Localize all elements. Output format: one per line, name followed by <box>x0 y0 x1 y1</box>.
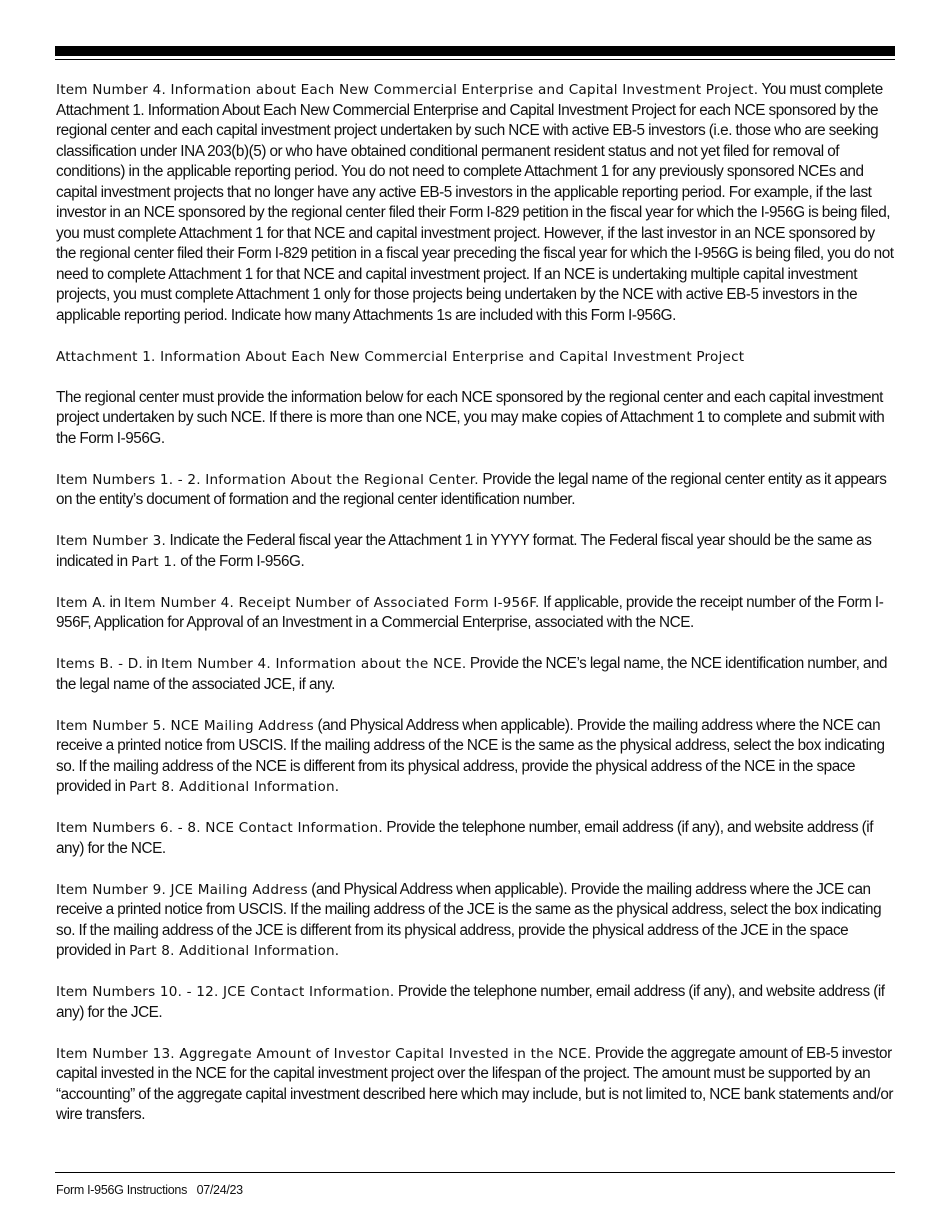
header-thick-rule <box>55 46 895 56</box>
footer-date: 07/24/23 <box>196 1183 243 1197</box>
item-6-8-text: Provide the telephone number, email address (if any), and website address (if any) for the NCE. <box>56 819 874 857</box>
item-a-subheading: Item Number 4. Receipt Number of Associated Form I-956F. <box>124 594 540 611</box>
item-4-heading: Item Number 4. Information about Each New Commercial Enterprise and Capital Investment Project. <box>56 82 759 98</box>
items-b-d-heading: Items B. - D. <box>56 656 143 672</box>
item-6-8-paragraph <box>56 818 894 859</box>
item-3-text: Indicate the Federal fiscal year the Attachment 1 in YYYY format. The Federal fiscal year should be the same as indicated in <box>56 532 872 570</box>
item-a-connector: in <box>106 593 125 611</box>
attachment-1-title: Attachment 1. Information About Each New Commercial Enterprise and Capital Investment Project <box>56 348 745 365</box>
item-1-2-text: Provide the legal name of the regional center entity as it appears on the entity’s document of formation and the regional center identification number. <box>56 470 887 508</box>
item-9-part-ref: Part 8. Additional Information <box>129 943 335 959</box>
item-10-12-text: Provide the telephone number, email address (if any), and website address (if any) for the JCE. <box>56 983 885 1021</box>
item-9-text-end: . <box>334 942 339 959</box>
item-a-paragraph <box>56 593 894 634</box>
item-13-paragraph <box>56 1044 894 1126</box>
items-b-d-paragraph <box>56 654 894 695</box>
item-4-paragraph <box>56 80 894 326</box>
item-5-text-end: . <box>334 778 339 795</box>
attachment-1-intro <box>56 388 894 450</box>
item-5-heading: Item Number 5. NCE Mailing Address <box>56 717 314 734</box>
item-5-part-ref: Part 8. Additional Information <box>129 779 335 795</box>
item-13-heading: Item Number 13. Aggregate Amount of Investor Capital Invested in the NCE. <box>56 1045 592 1062</box>
item-10-12-paragraph <box>56 982 894 1023</box>
attachment-1-intro-text: The regional center must provide the information below for each NCE sponsored by the regional center and each capital investment project undertaken by such NCE. If there is more than one NCE, you may make copies of Attachment 1 to complete and submit with the Form I-956G. <box>56 388 885 447</box>
item-4-text: You must complete Attachment 1. Information About Each New Commercial Enterprise and Capital Investment Project for each NCE sponsored by the regional center and each capital investment project undertaken by such NCE with active EB-5 investors (i.e. those who are seeking classification under INA 203(b)(5) or who have obtained conditional permanent resident status and not yet filed for removal of conditions) in the applicable reporting period. You do not need to complete Attachment 1 for any previously sponsored NCEs and capital investment projects that no longer have any active EB-5 investors in the applicable reporting period. For example, if the last investor in an NCE sponsored by the regional center filed their Form I-829 petition in the fiscal year for which the I-956G is being filed, you must complete Attachment 1 for that NCE and capital investment project. However, if the last investor in an NCE sponsored by the regional center filed their Form I-829 petition in a fiscal year preceding the fiscal year for which the I-956G is being filed, you do not need to complete Attachment 1 for that NCE and capital investment project. If an NCE is undertaking multiple capital investment projects, you must complete Attachment 1 only for those projects being undertaken by the NCE with active EB-5 investors in the applicable reporting period. Indicate how many Attachments 1s are included with this Form I-956G. <box>56 81 894 324</box>
item-13-text: Provide the aggregate amount of EB-5 investor capital invested in the NCE for the capital investment project over the lifespan of the project. The amount must be supported by an “accounting” of the aggregate capital investment described here which may include, but is not limited to, NCE bank statements and/or wire transfers. <box>56 1044 894 1123</box>
footer-form-name: Form I-956G Instructions <box>56 1183 188 1197</box>
instructions-body <box>56 80 894 1146</box>
item-a-text: If applicable, provide the receipt number of the Form I-956F, Application for Approval of an Investment in a Commercial Enterprise, associated with the NCE. <box>56 593 884 631</box>
item-a-heading: Item A. <box>56 594 107 611</box>
item-1-2-paragraph <box>56 470 894 511</box>
page-footer <box>56 1183 243 1197</box>
item-3-text-end: of the Form I-956G. <box>176 552 305 570</box>
item-10-12-heading: Item Numbers 10. - 12. JCE Contact Information. <box>56 984 395 1000</box>
item-5-text: (and Physical Address when applicable). Provide the mailing address where the NCE can receive a printed notice from USCIS. If the mailing address of the NCE is the same as the physical address, select the box indicating so. If the mailing address of the NCE is different from its physical address, provide the physical address of the NCE in the space provided in <box>56 716 885 795</box>
items-b-d-text: Provide the NCE’s legal name, the NCE identification number, and the legal name of the associated JCE, if any. <box>56 655 888 693</box>
footer-rule <box>55 1172 895 1173</box>
item-9-heading: Item Number 9. JCE Mailing Address <box>56 881 308 898</box>
items-b-d-connector: in <box>142 655 161 672</box>
header-thin-rule <box>55 59 895 60</box>
item-9-text: (and Physical Address when applicable). Provide the mailing address where the JCE can receive a printed notice from USCIS. If the mailing address of the JCE is the same as the physical address, select the box indicating so. If the mailing address of the JCE is different from its physical address, provide the physical address of the JCE in the space provided in <box>56 880 882 959</box>
item-3-paragraph <box>56 531 894 572</box>
item-9-paragraph <box>56 880 894 962</box>
items-b-d-subheading: Item Number 4. Information about the NCE. <box>160 656 467 672</box>
item-1-2-heading: Item Numbers 1. - 2. Information About the Regional Center. <box>56 471 479 488</box>
item-6-8-heading: Item Numbers 6. - 8. NCE Contact Information. <box>56 820 383 836</box>
item-3-heading: Item Number 3. <box>56 533 166 549</box>
item-3-part-ref: Part 1. <box>131 553 177 570</box>
item-5-paragraph <box>56 716 894 798</box>
